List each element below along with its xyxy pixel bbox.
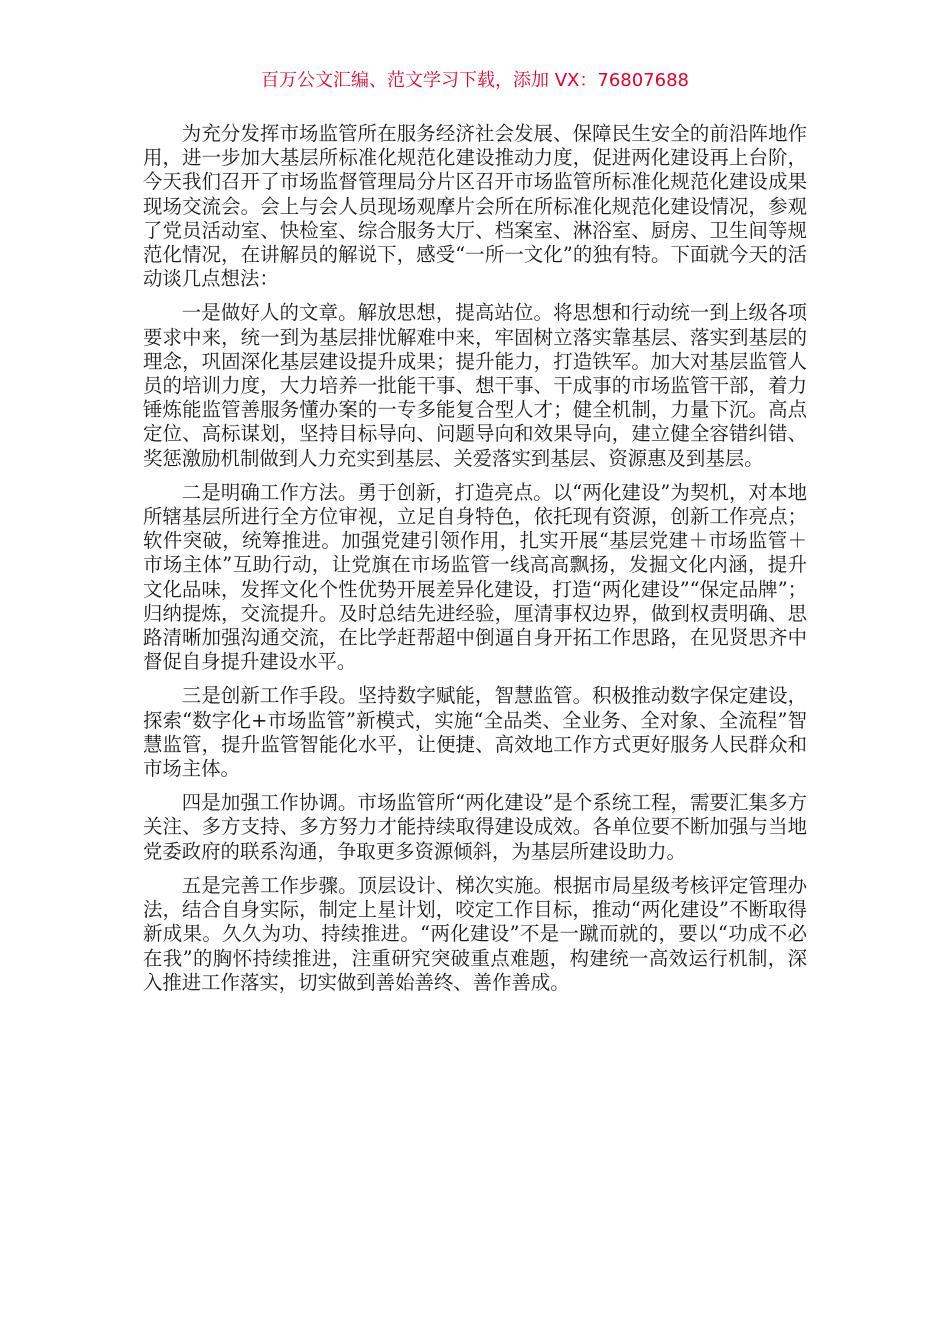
paragraph-point-2: 二是明确工作方法。勇于创新，打造亮点。以“两化建设”为契机，对本地所辖基层所进行全方位审视，立足自身特色，依托现有资源，创新工作亮点；软件突破，统筹推进。加强党建引领作用，扎实开展“基层党建＋市场监管＋市场主体”互助行动，让党旗在市场监管一线高高飘扬，发掘文化内涵，提升文化品味，发挥文化个性优势开展差异化建设，打造“两化建设”“保定品牌”；归纳提炼，交流提升。及时总结先进经验，厘清事权边界，做到权责明确、思路清晰加强沟通交流，在比学赶帮超中倒逼自身开拓工作思路，在见贤思齐中督促自身提升建设水平。	[143, 480, 807, 674]
paragraph-intro: 为充分发挥市场监管所在服务经济社会发展、保障民生安全的前沿阵地作用，进一步加大基层所标准化规范化建设推动力度，促进两化建设再上台阶，今天我们召开了市场监督管理局分片区召开市场监管所标准化规范化建设成果现场交流会。会上与会人员现场观摩片会所在所标准化规范化建设情况，参观了党员活动室、快检室、综合服务大厅、档案室、淋浴室、厨房、卫生间等规范化情况，在讲解员的解说下，感受“一所一文化”的独有特。下面就今天的活动谈几点想法：	[143, 122, 807, 291]
paragraph-point-5: 五是完善工作步骤。顶层设计、梯次实施。根据市局星级考核评定管理办法，结合自身实际，制定上星计划，咬定工作目标，推动“两化建设”不断取得新成果。久久为功、持续推进。“两化建设”不是一蹴而就的，要以“功成不必在我”的胸怀持续推进，注重研究突破重点难题，构建统一高效运行机制，深入推进工作落实，切实做到善始善终、善作善成。	[143, 873, 807, 994]
document-body	[143, 122, 807, 1005]
paragraph-point-1: 一是做好人的文章。解放思想，提高站位。将思想和行动统一到上级各项要求中来，统一到为基层排忧解难中来，牢固树立落实靠基层、落实到基层的理念，巩固深化基层建设提升成果；提升能力，打造铁军。加大对基层监管人员的培训力度，大力培养一批能干事、想干事、干成事的市场监管干部，着力锤炼能监管善服务懂办案的一专多能复合型人才；健全机制，力量下沉。高点定位、高标谋划，坚持目标导向、问题导向和效果导向，建立健全容错纠错、奖惩激励机制做到人力充实到基层、关爱落实到基层、资源惠及到基层。	[143, 301, 807, 470]
paragraph-point-4: 四是加强工作协调。市场监管所“两化建设”是个系统工程，需要汇集多方关注、多方支持、多方努力才能持续取得建设成效。各单位要不断加强与当地党委政府的联系沟通，争取更多资源倾斜，为基层所建设助力。	[143, 791, 807, 863]
header-banner: 百万公文汇编、范文学习下载，添加 VX：76807688	[261, 70, 689, 91]
paragraph-point-3: 三是创新工作手段。坚持数字赋能，智慧监管。积极推动数字保定建设，探索“数字化+市场监管”新模式，实施“全品类、全业务、全对象、全流程”智慧监管，提升监管智能化水平，让便捷、高效地工作方式更好服务人民群众和市场主体。	[143, 684, 807, 781]
